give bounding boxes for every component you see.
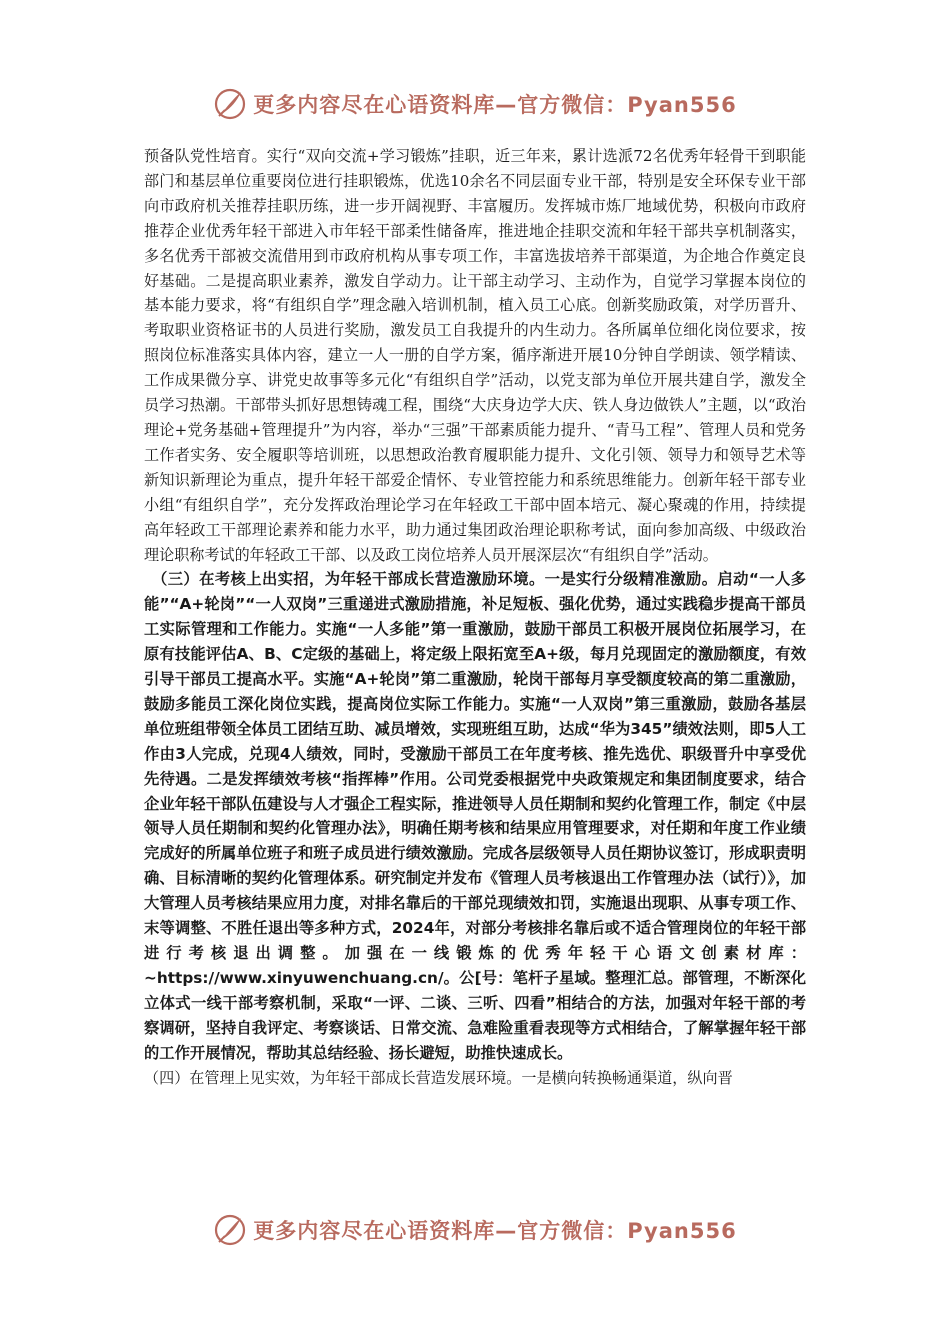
document-body <box>144 144 806 1090</box>
feather-pen-logo-icon <box>213 1213 247 1247</box>
feather-pen-logo-icon <box>213 87 247 121</box>
paragraph-3: （四）在管理上见实效，为年轻干部成长营造发展环境。一是横向转换畅通渠道，纵向晋 <box>144 1068 733 1087</box>
footer-watermark <box>0 1210 950 1250</box>
watermark-text: 更多内容尽在心语资料库—官方微信：Pyan556 <box>253 93 737 117</box>
header-watermark <box>0 84 950 124</box>
paragraph-2-text: （三）在考核上出实招，为年轻干部成长营造激励环境。一是实行分级精准激励。启动“一人多能”“A+轮岗”“一人双岗”三重递进式激励措施，补足短板、强化优势，通过实践稳步提高干部员工实际管理和工作能力。实施“一人多能”第一重激励，鼓励干部员工积极开展岗位拓展学习，在原有技能评估A、B、C定级的基础上，将定级上限拓宽至A+级，每月兑现固定的激励额度，有效引导干部员工提高水平。实施“A+轮岗”第二重激励，轮岗干部每月享受额度较高的第二重激励，鼓励多能员工深化岗位实践，提高岗位实际工作能力。实施“一人双岗”第三重激励，鼓励各基层单位班组带领全体员工团结互助、减员增效，实现班组互助，达成“华为345”绩效法则，即5人工作由3人完成，兑现4人绩效，同时，受激励干部员工在年度考核、推先选优、职级晋升中享受优先待遇。二是发挥绩效考核“指挥棒”作用。公司党委根据党中央政策规定和集团制度要求，结合企业年轻干部队伍建设与人才强企工程实际，推进领导人员任期制和契约化管理工作，制定《中层领导人员任期制和契约化管理办法》，明确任期考核和结果应用管理要求，对任期和年度工作业绩完成好的所属单位班子和班子成员进行绩效激励。完成各层级领导人员任期协议签订，形成职责明确、目标清晰的契约化管理体系。研究制定并发布《管理人员考核退出工作管理办法（试行）》，加大管理人员考核结果应用力度，对排名靠后的干部兑现绩效扣罚，实施退出现职、从事专项工作、末等调整、不胜任退出等多种方式，2024年，对部分考核排名靠后或不适合管理岗位的年轻干部进行考核退出调整。加强在一线锻炼的优秀年轻干心语文创素材库：~https://www.xinyuwenchuang.cn/。公[号：笔杆子星域。整理汇总。部管理，不断深化立体式一线干部考察机制，采取“一评、二谈、三听、四看”相结合的方法，加强对年轻干部的考察调研，坚持自我评定、考察谈话、日常交流、急难险重看表现等方式相结合，了解掌握年轻干部的工作开展情况，帮助其总结经验、扬长避短，助推快速成长。 <box>144 570 806 1062</box>
watermark-text: 更多内容尽在心语资料库—官方微信：Pyan556 <box>253 1219 737 1243</box>
paragraph-1: 预备队党性培育。实行“双向交流+学习锻炼”挂职，近三年来，累计选派72名优秀年轻骨干到职能部门和基层单位重要岗位进行挂职锻炼，优选10余名不同层面专业干部，特别是安全环保专业干部向市政府机关推荐挂职历练，进一步开阔视野、丰富履历。发挥城市炼厂地域优势，积极向市政府推荐企业优秀年轻干部进入市年轻干部柔性储备库，推进地企挂职交流和年轻干部共享机制落实，多名优秀干部被交流借用到市政府机构从事专项工作，丰富选拔培养干部渠道，为企地合作奠定良好基础。二是提高职业素养，激发自学动力。让干部主动学习、主动作为，自觉学习掌握本岗位的基本能力要求，将“有组织自学”理念融入培训机制，植入员工心底。创新奖励政策，对学历晋升、考取职业资格证书的人员进行奖励，激发员工自我提升的内生动力。各所属单位细化岗位要求，按照岗位标准落实具体内容，建立一人一册的自学方案，循序渐进开展10分钟自学朗读、领学精读、工作成果微分享、讲党史故事等多元化“有组织自学”活动，以党支部为单位开展共建自学，激发全员学习热潮。干部带头抓好思想铸魂工程，围绕“大庆身边学大庆、铁人身边做铁人”主题，以“政治理论+党务基础+管理提升”为内容，举办“三强”干部素质能力提升、“青马工程”、管理人员和党务工作者实务、安全履职等培训班，以思想政治教育履职能力提升、文化引领、领导力和领导艺术等新知识新理论为重点，提升年轻干部爱企情怀、专业管控能力和系统思维能力。创新年轻干部专业小组“有组织自学”，充分发挥政治理论学习在年轻政工干部中固本培元、凝心聚魂的作用，持续提高年轻政工干部理论素养和能力水平，助力通过集团政治理论职称考试，面向参加高级、中级政治理论职称考试的年轻政工干部、以及政工岗位培养人员开展深层次“有组织自学”活动。 <box>144 147 806 564</box>
paragraph-2 <box>144 567 806 1065</box>
